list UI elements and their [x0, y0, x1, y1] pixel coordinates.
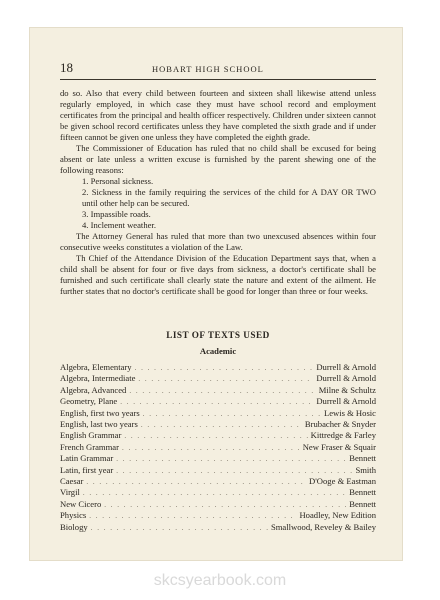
text-subject: French Grammar — [60, 441, 119, 452]
text-subject: Caesar — [60, 476, 84, 487]
text-author: Smallwood, Reveley & Bailey — [270, 521, 376, 532]
text-row — [60, 442, 376, 453]
watermark-text: skcsyearbook.com — [153, 572, 287, 589]
text-author: Milne & Schultz — [318, 384, 376, 395]
dot-leader — [135, 363, 314, 373]
text-row — [60, 499, 376, 510]
text-author: Smith — [355, 464, 376, 475]
paragraph-attendance-division: Th Chief of the Attendance Division of the Education Department says that, when a child shall be absent for four or five days from sickness, a doctor's certificate shall be furnished and such certificate shall clearly state the nature and extent of the ailment. He further states that no doctor's certificate shall be good for longer than three or four weeks. — [60, 253, 376, 296]
text-row — [60, 465, 376, 476]
dot-leader — [141, 420, 302, 430]
text-row — [60, 408, 376, 419]
text-author: Hoadley, New Edition — [299, 510, 376, 521]
dot-leader — [143, 409, 321, 419]
dot-leader — [91, 523, 268, 533]
text-subject: Geometry, Plane — [60, 396, 118, 407]
text-author: Durrell & Arnold — [316, 373, 376, 384]
dot-leader — [116, 454, 346, 464]
text-row — [60, 453, 376, 464]
text-row — [60, 476, 376, 487]
dot-leader — [120, 397, 313, 407]
text-author: Bennett — [349, 498, 376, 509]
text-row — [60, 419, 376, 430]
dot-leader — [86, 477, 306, 487]
text-author: Kittredge & Farley — [310, 430, 376, 441]
dot-leader — [116, 466, 352, 476]
text-subject: Biology — [60, 521, 88, 532]
yearbook-page — [30, 28, 402, 560]
text-row — [60, 362, 376, 373]
text-author: Brubacher & Snyder — [304, 419, 376, 430]
text-subject: Virgil — [60, 487, 80, 498]
text-author: Lewis & Hosic — [323, 407, 376, 418]
text-subject: New Cicero — [60, 498, 102, 509]
text-row — [60, 487, 376, 498]
text-author: Bennett — [349, 487, 376, 498]
paragraph-continued: do so. Also that every child between fourteen and sixteen shall likewise attend unless regularly employed, in which case they must have school record and employment certificates from the principal and health officer respectively. Children under sixteen cannot be given school record certificates unless they have completed the sixth grade and if under fifteen cannot be given one unless they have completed the eighth grade. — [60, 88, 376, 142]
reason-item: 1. Personal sickness. — [82, 176, 154, 186]
text-author: Durrell & Arnold — [316, 362, 376, 372]
running-header — [60, 60, 376, 80]
dot-leader — [129, 386, 315, 396]
text-subject: Physics — [60, 510, 87, 521]
text-subject: Algebra, Intermediate — [60, 373, 136, 384]
texts-list — [60, 362, 376, 533]
reason-item: 4. Inclement weather. — [82, 220, 156, 230]
running-title: HOBART HIGH SCHOOL — [152, 64, 264, 74]
text-row — [60, 385, 376, 396]
dot-leader — [138, 374, 313, 384]
dot-leader — [104, 500, 346, 510]
reason-item: 3. Impassible roads. — [82, 209, 151, 219]
text-row — [60, 522, 376, 533]
text-author: Durrell & Arnold — [316, 396, 376, 407]
text-subject: Latin, first year — [60, 464, 114, 475]
text-row — [60, 396, 376, 407]
paragraph-commissioner-ruling: The Commissioner of Education has ruled that no child shall be excused for being absent or late unless a written excuse is furnished by the parent shewing one of the following reasons: — [60, 143, 376, 175]
reason-item: 2. Sickness in the family requiring the services of the child for A DAY OR TWO until other help can be secured. — [82, 187, 376, 208]
dot-leader — [89, 511, 296, 521]
page-content — [60, 60, 376, 533]
text-row — [60, 510, 376, 521]
text-author: D'Ooge & Eastman — [309, 476, 376, 487]
text-author: Bennett — [349, 453, 376, 464]
text-row — [60, 430, 376, 441]
dot-leader — [122, 443, 300, 453]
attendance-rules-text — [60, 88, 376, 297]
text-row — [60, 373, 376, 384]
text-subject: English Grammar — [60, 430, 122, 441]
excuse-reasons-list — [60, 176, 376, 231]
paragraph-attorney-general: The Attorney General has ruled that more than two unexcused absences within four consecutive weeks constitutes a violation of the Law. — [60, 231, 376, 252]
text-author: New Fraser & Squair — [302, 441, 376, 452]
page-number: 18 — [60, 60, 73, 75]
academic-subheading: Academic — [199, 346, 237, 356]
text-subject: Algebra, Advanced — [60, 384, 127, 395]
text-subject: English, first two years — [60, 407, 140, 418]
dot-leader — [83, 488, 346, 498]
dot-leader — [124, 431, 307, 441]
texts-list-heading: LIST OF TEXTS USED — [166, 330, 270, 340]
text-subject: Algebra, Elementary — [60, 362, 132, 372]
text-subject: English, last two years — [60, 419, 138, 430]
text-subject: Latin Grammar — [60, 453, 114, 464]
